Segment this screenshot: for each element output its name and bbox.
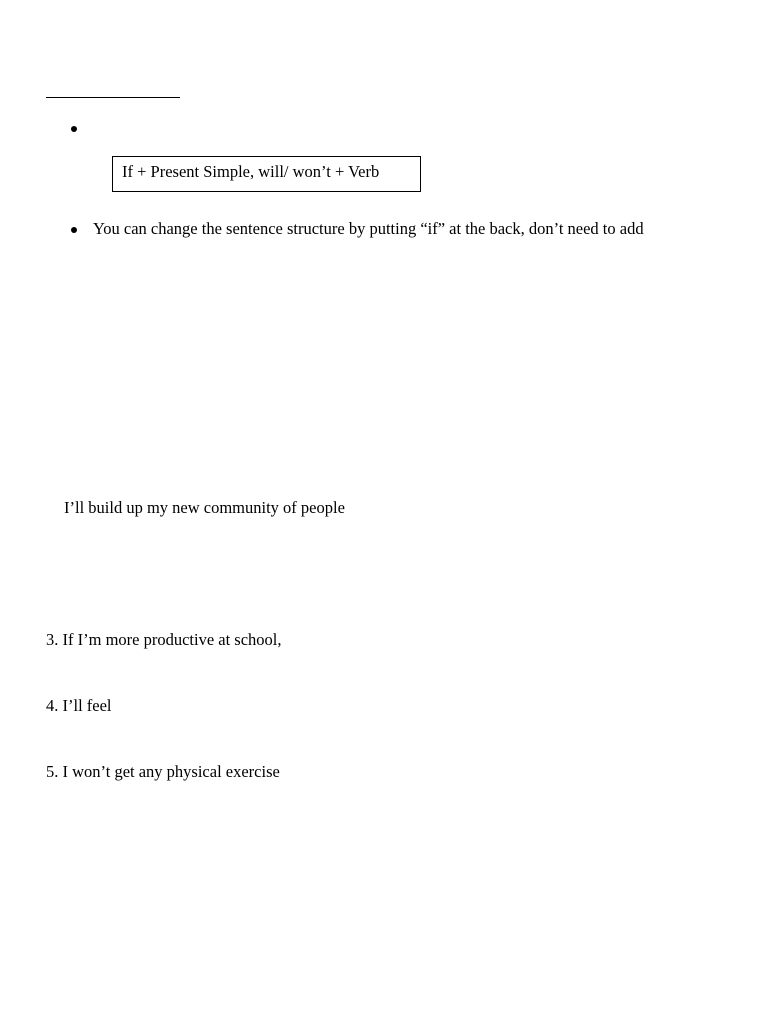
exercise-item-3: 3. If I’m more productive at school, [46,630,282,649]
tip-text: You can change the sentence structure by putting “if” at the back, don’t need to add [93,219,644,238]
exercise-item-5: 5. I won’t get any physical exercise [46,762,280,781]
heading-underline [46,97,180,98]
exercise-item-4: 4. I’ll feel [46,696,112,715]
exercise-fragment: I’ll build up my new community of people [64,498,345,517]
formula-box [112,156,421,192]
bullet-point [71,227,77,233]
bullet-point [71,126,77,132]
formula-text: If + Present Simple, will/ won’t + Verb [122,162,380,181]
